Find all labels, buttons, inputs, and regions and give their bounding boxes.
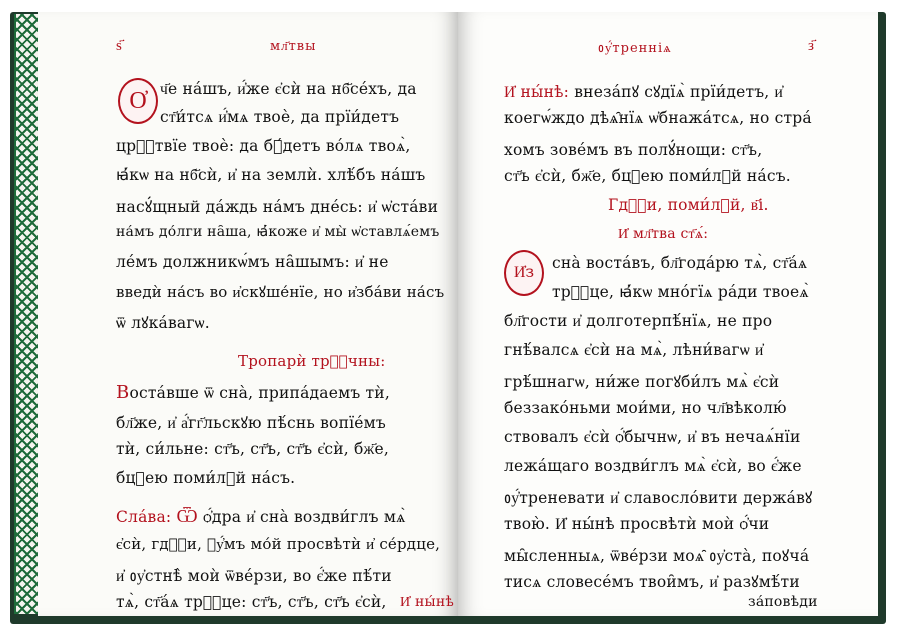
text-line: ст҃ъ є҆сѝ, бж҃е, бцⷣею поми́лꙋй на́съ.: [504, 167, 791, 185]
text-line: Воста́вше ѿ сна̀, припа́даемъ тѝ,: [116, 382, 390, 403]
text-line: ствовалъ є҆сѝ ѻ҆́бычнѡ, и҆ въ нечаѧ́нїи: [504, 428, 801, 446]
text-line: мы̑сленныѧ, ѿве́рзи моѧ̑ ᲂу҆ста̀, поꙋча́: [504, 547, 810, 565]
text-line: Сла́ва: Ѿ ѻ҆́дра и҆ сна̀ воздви́глъ мѧ̀: [116, 506, 406, 527]
page-number-left: ѕ҃: [116, 36, 122, 54]
slava-label: Сла́ва:: [116, 508, 172, 526]
repeat-count: в҃і.: [750, 196, 769, 214]
text-line: хомъ зове́мъ въ полꙋ́нощи: ст҃ъ,: [504, 141, 763, 159]
text-line: бцⷣею поми́лꙋй на́съ.: [116, 469, 296, 487]
running-head-left: мл҃твы: [270, 39, 317, 54]
text-line: тѧ̀, ст҃а́ѧ трⷪ҇це: ст҃ъ, ст҃ъ, ст҃ъ є҆сѝ,: [116, 593, 387, 611]
catchword-right: за́повѣди: [748, 594, 818, 610]
gdi-pomilui-line: Гдⷭ҇и, поми́лꙋй, в҃і.: [608, 196, 769, 214]
left-page: [38, 12, 458, 616]
running-head-right: ᲂу҆́тренніѧ: [598, 41, 672, 56]
text-line: ле́мъ должникѡ́мъ на̑шымъ: и҆ не: [116, 253, 389, 271]
text-line: ѿ лꙋка́вагѡ.: [116, 314, 210, 332]
troparia-heading: Тропарѝ трⷪ҇чны:: [238, 352, 386, 370]
book-spread: [22, 12, 878, 616]
text-line: твою̀. И҆ ны́нѣ просвѣтѝ моѝ ѻ҆́чи: [504, 515, 770, 533]
text-line: беззако́ньми мои́ми, но чл҃вѣколю́: [504, 399, 787, 417]
catchword-left: И҆ ны́нѣ: [400, 594, 455, 610]
drop-cap-initial: О҆: [118, 78, 158, 124]
text-line: ᲂу҆́треневати и҆ славосло́вити держа́вꙋ: [504, 489, 813, 507]
text-line: сна̀ воста́въ, бл҃года́рю тѧ̀, ст҃а́ѧ: [552, 254, 808, 272]
slava-initial: Ѿ: [176, 506, 198, 527]
text-line: гнѣ́валсѧ є҆сѝ на мѧ̀, лѣни́вагѡ и҆: [504, 341, 764, 359]
text-line: грѣ́шнагѡ, ни́же погꙋби́лъ мѧ̀ є҆сѝ: [504, 373, 780, 391]
prayer-heading: И҆ мл҃тва ст҃ѧ́:: [618, 226, 709, 242]
text-line: И҆ ны́нѣ: внеза́пꙋ сꙋдїѧ̀ прїи́детъ, и҆: [504, 83, 784, 101]
text-line: коегѡ́ждо дѣѧ̑нїѧ ѡ҆бнажа́тсѧ, но стра́: [504, 109, 812, 127]
text-line: ч҃е на́шъ, и҆́же є҆сѝ на нб҃се́хъ, да: [160, 80, 417, 98]
text-line: ꙗ҆́кѡ на нб҃сѝ, и҆ на землѝ. хлѣ́бъ на́шъ: [116, 166, 426, 184]
text-line: трⷪ҇це, ꙗ҆́кѡ мно́гїѧ ра́ди твоеѧ̀: [552, 283, 809, 301]
text-line: введѝ на́съ во и҆скꙋше́нїе, но и҆зба́ви на́съ: [116, 283, 445, 301]
page-number-right: з҃: [808, 36, 814, 54]
inyne-label: И҆ ны́нѣ:: [504, 83, 570, 101]
text-line: ст҃и́тсѧ и҆́мѧ твоѐ, да прїи́детъ: [160, 108, 400, 126]
text-line: тѝ, си́льне: ст҃ъ, ст҃ъ, ст҃ъ є҆сѝ, бж҃е,: [116, 440, 389, 458]
text-line: насꙋ́щный да́ждь на́мъ дне́сь: и҆ ѡ҆ста́ви: [116, 198, 439, 216]
right-page: [458, 12, 878, 616]
text-line: црⷭ҇твїе твоѐ: да бꙋ́детъ во́лѧ твоѧ̀,: [116, 137, 411, 155]
drop-cap-initial: И҆з: [504, 250, 544, 296]
text-line: тисѧ словесе́мъ твои̑мъ, и҆ разꙋмѣ́ти: [504, 573, 800, 591]
text-line: на́мъ до́лги на̑ша, ꙗ҆́коже и҆ мы̀ ѡ҆ставлѧ́емъ: [116, 224, 440, 240]
text-line: бл҃гости и҆ долготерпѣ́нїѧ, не про: [504, 312, 773, 330]
text-line: лежа́щаго воздви́глъ мѧ̀ є҆сѝ, во є҆́же: [504, 457, 802, 475]
text-line: и҆ ᲂу҆стнѣ̀ моѝ ѿве́рзи, во є҆́же пѣ́ти: [116, 567, 392, 585]
text-line: бл҃же, и҆ а҆́гг҃льскꙋю пѣ́снь вопїе́мъ: [116, 414, 386, 432]
text-line: є҆сѝ, гдⷭ҇и, ᲂу҆́мъ мо́й просвѣтѝ и҆ се́рдце,: [116, 535, 441, 553]
troparia-initial: В: [116, 382, 130, 403]
